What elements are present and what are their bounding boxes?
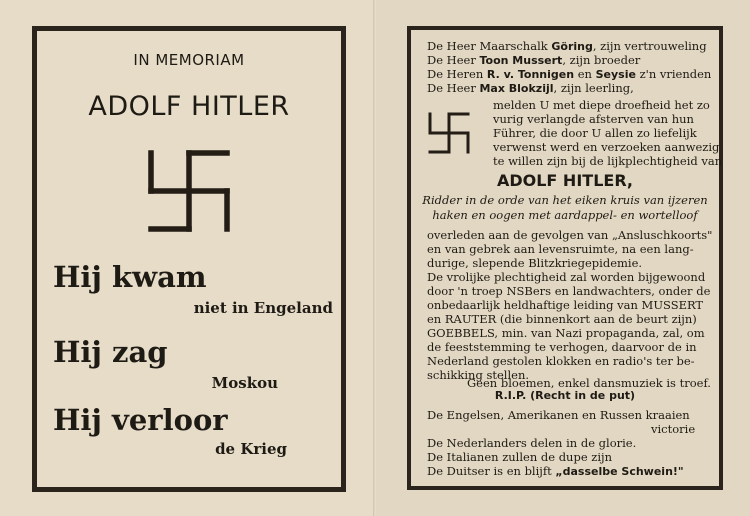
body-line-3: durige, slepende Blitzkriegepidemie. xyxy=(427,256,643,270)
closing-line-1: De Engelsen, Amerikanen en Russen kraaien xyxy=(427,408,690,422)
announce-line-4: verwenst werd en verzoeken aanwezig xyxy=(493,140,720,154)
flowers-line: Geen bloemen, enkel dansmuziek is troef. xyxy=(467,376,711,390)
body-line-8: GOEBBELS, min. van Nazi propaganda, zal, om xyxy=(427,326,705,340)
body-line-1: overleden aan de gevolgen van „Ansluschkoorts" xyxy=(427,228,713,242)
verb-line-1: Hij kwam xyxy=(53,260,207,294)
closing-line-5: De Duitser is en blijft „dasselbe Schwein!" xyxy=(427,464,684,478)
closing-line-2: victorie xyxy=(651,422,696,436)
closing-line-3: De Nederlanders delen in de glorie. xyxy=(427,436,637,450)
verb-line-3: Hij verloor xyxy=(53,403,228,437)
body-line-2: en van gebrek aan levensruimte, na een lang- xyxy=(427,242,694,256)
deceased-name: ADOLF HITLER xyxy=(88,91,290,122)
body-line-7: en RAUTER (die binnenkort aan de beurt zijn) xyxy=(427,312,697,326)
closing-line-4: De Italianen zullen de dupe zijn xyxy=(427,450,612,464)
left-card-frame xyxy=(32,26,346,492)
object-line-2: Moskou xyxy=(211,374,278,392)
object-line-3: de Krieg xyxy=(215,440,287,458)
order-of-knighthood: Ridder in de orde van het eiken kruis van ijzeren haken en oogen met aardappel- en wortelloof xyxy=(422,193,708,222)
mourner-line-4: De Heer Max Blokzijl, zijn leerling, xyxy=(427,81,634,95)
body-line-11: schikking stellen. xyxy=(427,368,530,382)
body-line-6: onbedaarlijk heldhaftige leiding van MUSSERT xyxy=(427,298,704,312)
announce-line-1: melden U met diepe droefheid het zo xyxy=(493,98,710,112)
announce-line-5: te willen zijn bij de lijkplechtigheid van xyxy=(493,154,723,168)
body-line-5: door 'n troep NSBers en landwachters, onder de xyxy=(427,284,711,298)
mourner-line-3: De Heren R. v. Tonnigen en Seysie z'n vrienden xyxy=(427,67,712,81)
mourner-line-1: De Heer Maarschalk Göring, zijn vertrouweling xyxy=(427,39,707,53)
body-line-10: Nederland gestolen klokken en radio's ter be- xyxy=(427,354,695,368)
swastika-symbol xyxy=(147,149,231,233)
mourner-line-2: De Heer Toon Mussert, zijn broeder xyxy=(427,53,641,67)
announce-line-2: vurig verlangde afsterven van hun xyxy=(493,112,694,126)
body-line-9: de feeststemming te verhogen, daarvoor de in xyxy=(427,340,697,354)
memoriam-heading: IN MEMORIAM xyxy=(133,51,245,69)
announce-line-3: Führer, die door U allen zo liefelijk xyxy=(493,126,697,140)
object-line-1: niet in Engeland xyxy=(193,299,333,317)
right-card-frame xyxy=(407,26,723,490)
verb-line-2: Hij zag xyxy=(53,335,168,369)
swastika-small-symbol xyxy=(428,112,470,154)
body-line-4: De vrolijke plechtigheid zal worden bijgewoond xyxy=(427,270,706,284)
deceased-name-right: ADOLF HITLER, xyxy=(496,171,634,190)
rip-line: R.I.P. (Recht in de put) xyxy=(494,389,636,402)
